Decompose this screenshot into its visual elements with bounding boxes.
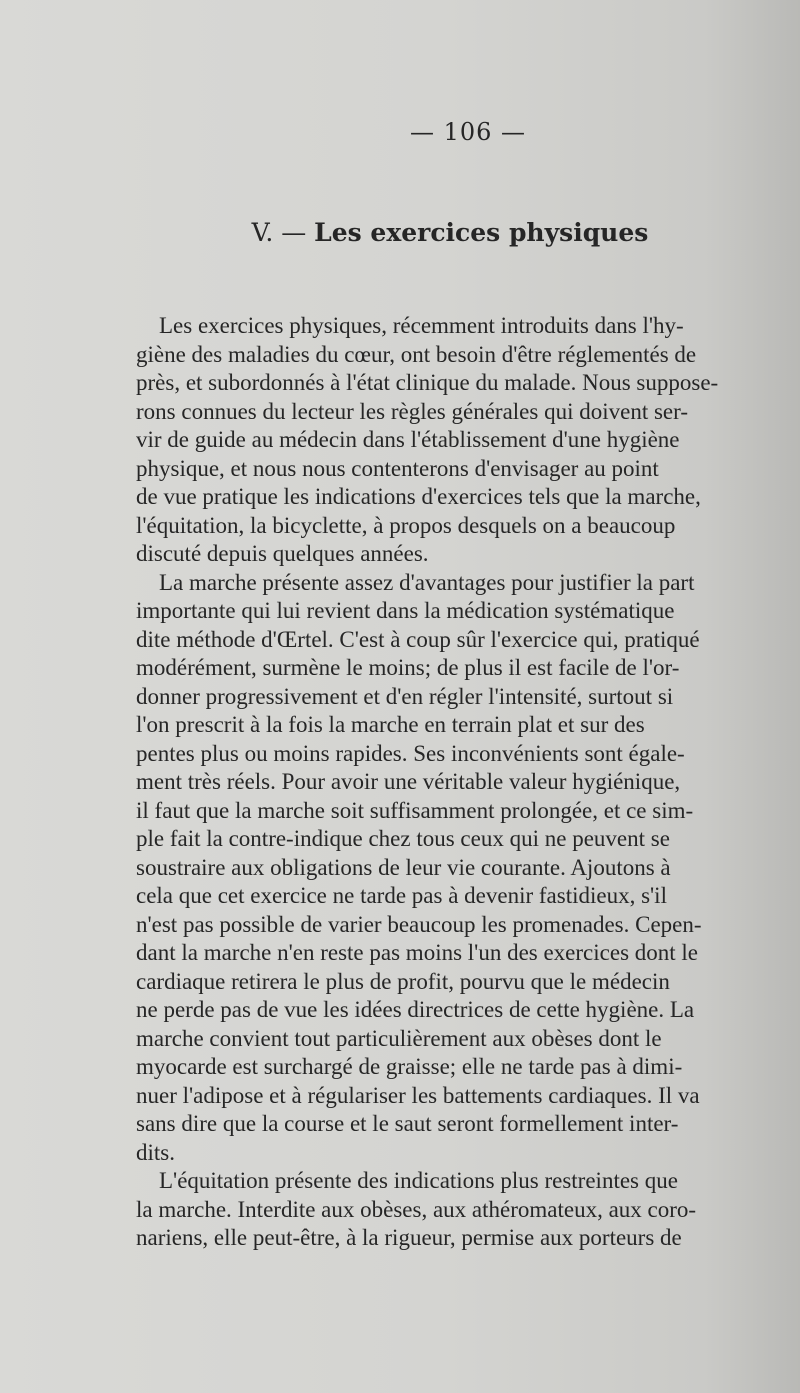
- text-line: L'équitation présente des indications plus restreintes que: [159, 1168, 678, 1193]
- text-line: dits.: [136, 1140, 175, 1165]
- text-line: pentes plus ou moins rapides. Ses inconvénients sont égale-: [136, 741, 685, 766]
- text-line: modérément, surmène le moins; de plus il est facile de l'or-: [136, 655, 680, 680]
- text-line: vir de guide au médecin dans l'établissement d'une hygiène: [136, 427, 680, 452]
- text-line: giène des maladies du cœur, ont besoin d'être réglementés de: [136, 342, 697, 367]
- text-line: nuer l'adipose et à régulariser les battements cardiaques. Il va: [136, 1083, 700, 1108]
- text-line: nariens, elle peut-être, à la rigueur, permise aux porteurs de: [136, 1225, 682, 1250]
- text-line: donner progressivement et d'en régler l'intensité, surtout si: [136, 684, 674, 709]
- text-line: importante qui lui revient dans la médication systématique: [136, 598, 675, 623]
- text-line: l'on prescrit à la fois la marche en terrain plat et sur des: [136, 712, 645, 737]
- section-number: V. —: [251, 218, 307, 247]
- text-line: physique, et nous nous contenterons d'envisager au point: [136, 456, 659, 481]
- section-title: Les exercices physiques: [314, 218, 649, 247]
- text-line: discuté depuis quelques années.: [136, 541, 429, 566]
- text-line: soustraire aux obligations de leur vie courante. Ajoutons à: [136, 855, 671, 880]
- page-number: — 106 —: [409, 118, 527, 146]
- section-heading: [0, 218, 800, 247]
- text-line: ple fait la contre-indique chez tous ceux qui ne peuvent se: [136, 826, 670, 851]
- text-line: de vue pratique les indications d'exercices tels que la marche,: [136, 484, 701, 509]
- text-line: myocarde est surchargé de graisse; elle ne tarde pas à dimi-: [136, 1054, 683, 1079]
- text-line: il faut que la marche soit suffisamment prolongée, et ce sim-: [136, 798, 694, 823]
- text-line: dite méthode d'Œrtel. C'est à coup sûr l'exercice qui, pratiqué: [136, 627, 700, 652]
- text-line: sans dire que la course et le saut seront formellement inter-: [136, 1111, 679, 1136]
- text-line: n'est pas possible de varier beaucoup les promenades. Cepen-: [136, 912, 702, 937]
- text-line: la marche. Interdite aux obèses, aux athéromateux, aux coro-: [136, 1197, 697, 1222]
- text-line: cardiaque retirera le plus de profit, pourvu que le médecin: [136, 969, 670, 994]
- text-line: l'équitation, la bicyclette, à propos desquels on a beaucoup: [136, 513, 676, 538]
- text-line: près, et subordonnés à l'état clinique du malade. Nous suppose-: [136, 370, 719, 395]
- text-line: ne perde pas de vue les idées directrices de cette hygiène. La: [136, 997, 695, 1022]
- text-line: ment très réels. Pour avoir une véritable valeur hygiénique,: [136, 769, 681, 794]
- text-line: Les exercices physiques, récemment introduits dans l'hy-: [159, 313, 684, 338]
- text-line: dant la marche n'en reste pas moins l'un des exercices dont le: [136, 940, 699, 965]
- text-line: cela que cet exercice ne tarde pas à devenir fastidieux, s'il: [136, 883, 667, 908]
- text-line: La marche présente assez d'avantages pour justifier la part: [159, 570, 695, 595]
- text-line: marche convient tout particulièrement aux obèses dont le: [136, 1026, 662, 1051]
- text-line: rons connues du lecteur les règles générales qui doivent ser-: [136, 399, 688, 424]
